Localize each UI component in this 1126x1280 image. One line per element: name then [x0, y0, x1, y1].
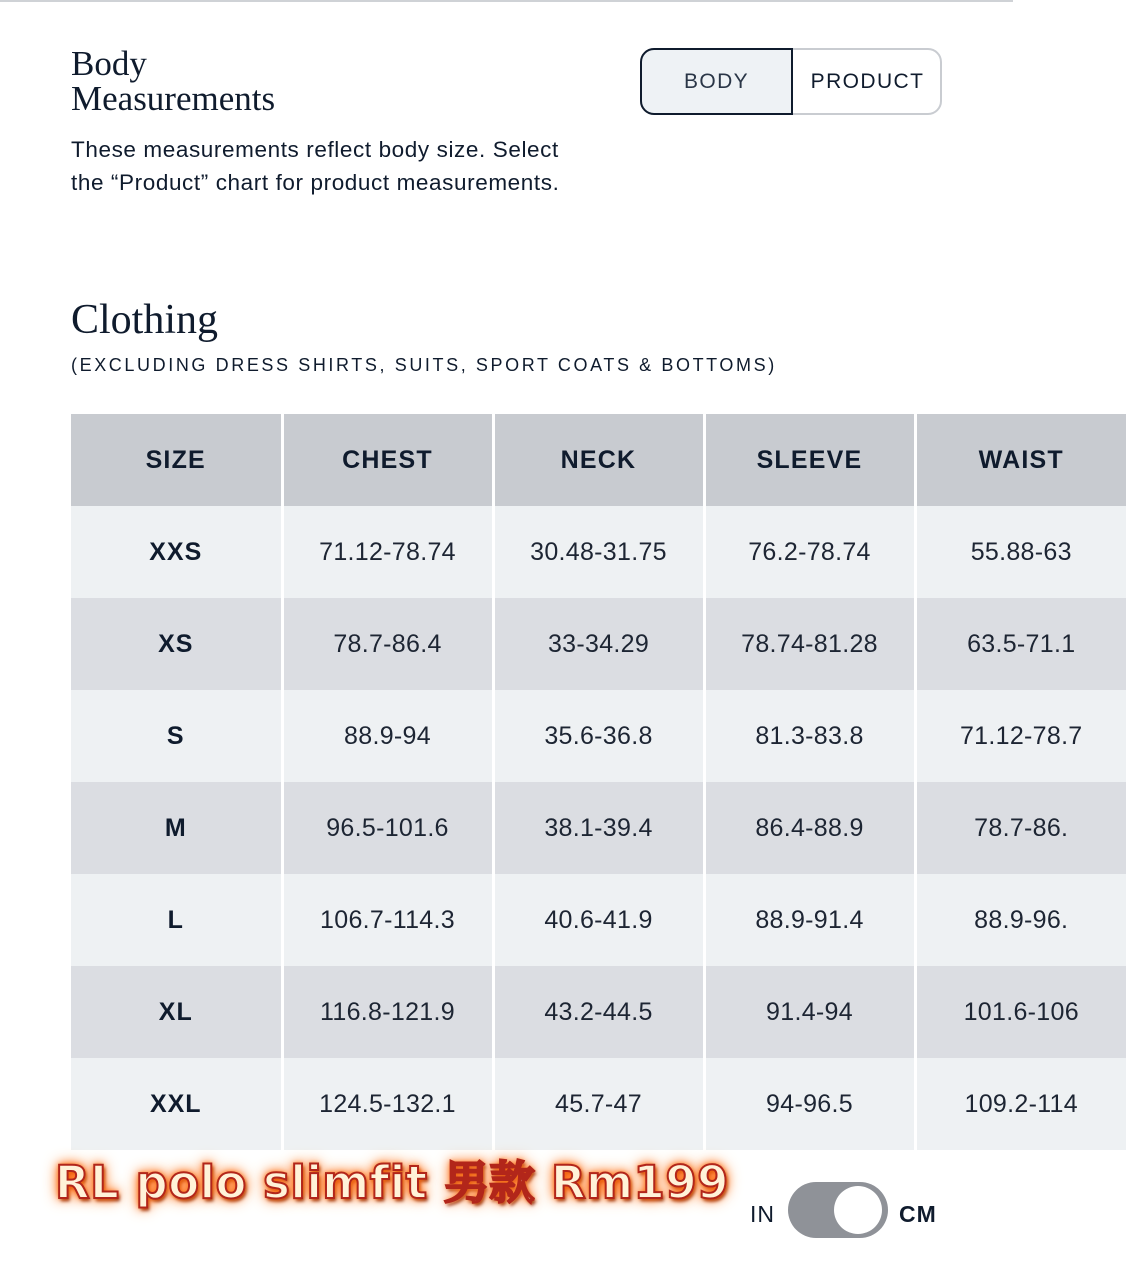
sleeve-cell: 86.4-88.9 [704, 782, 915, 874]
size-cell: XXL [71, 1058, 282, 1150]
chart-type-toggle [640, 48, 942, 115]
size-cell: XS [71, 598, 282, 690]
size-cell: M [71, 782, 282, 874]
chest-cell: 106.7-114.3 [282, 874, 493, 966]
promo-overlay-text: RL polo slimfit 男款 Rm199 [55, 1156, 729, 1209]
column-header-chest: CHEST [282, 414, 493, 506]
measurement-description: These measurements reflect body size. Select the “Product” chart for product measurements. [71, 137, 560, 195]
waist-cell: 63.5-71.1 [915, 598, 1126, 690]
chest-cell: 116.8-121.9 [282, 966, 493, 1058]
neck-cell: 43.2-44.5 [493, 966, 704, 1058]
clothing-heading: Clothing [71, 297, 219, 343]
waist-cell: 101.6-106 [915, 966, 1126, 1058]
chest-cell: 124.5-132.1 [282, 1058, 493, 1150]
page-title: Body Measurements [71, 44, 276, 118]
chest-cell: 78.7-86.4 [282, 598, 493, 690]
waist-cell: 88.9-96. [915, 874, 1126, 966]
table-row [71, 506, 1126, 598]
sleeve-cell: 94-96.5 [704, 1058, 915, 1150]
size-cell: S [71, 690, 282, 782]
sleeve-cell: 81.3-83.8 [704, 690, 915, 782]
size-table-scroll-container[interactable] [71, 414, 1083, 1149]
switch-knob [834, 1186, 882, 1234]
unit-label-cm[interactable]: CM [899, 1201, 937, 1227]
size-cell: L [71, 874, 282, 966]
waist-cell: 78.7-86. [915, 782, 1126, 874]
chest-cell: 71.12-78.74 [282, 506, 493, 598]
size-chart-table [71, 414, 1126, 1150]
waist-cell: 71.12-78.7 [915, 690, 1126, 782]
neck-cell: 33-34.29 [493, 598, 704, 690]
waist-cell: 109.2-114 [915, 1058, 1126, 1150]
sleeve-cell: 88.9-91.4 [704, 874, 915, 966]
sleeve-cell: 76.2-78.74 [704, 506, 915, 598]
neck-cell: 40.6-41.9 [493, 874, 704, 966]
neck-cell: 45.7-47 [493, 1058, 704, 1150]
unit-toggle-switch[interactable] [788, 1182, 888, 1238]
chest-cell: 96.5-101.6 [282, 782, 493, 874]
table-row [71, 1058, 1126, 1150]
column-header-size: SIZE [71, 414, 282, 506]
clothing-subtitle: (EXCLUDING DRESS SHIRTS, SUITS, SPORT COATS & BOTTOMS) [71, 355, 777, 375]
size-cell: XXS [71, 506, 282, 598]
waist-cell: 55.88-63 [915, 506, 1126, 598]
chest-cell: 88.9-94 [282, 690, 493, 782]
product-toggle-button[interactable]: PRODUCT [810, 69, 925, 93]
column-header-neck: NECK [493, 414, 704, 506]
table-row [71, 782, 1126, 874]
sleeve-cell: 91.4-94 [704, 966, 915, 1058]
top-divider [0, 0, 1013, 2]
unit-label-in[interactable]: IN [750, 1201, 775, 1227]
table-row [71, 690, 1126, 782]
table-row [71, 966, 1126, 1058]
neck-cell: 35.6-36.8 [493, 690, 704, 782]
column-header-sleeve: SLEEVE [704, 414, 915, 506]
neck-cell: 38.1-39.4 [493, 782, 704, 874]
table-header-row [71, 414, 1126, 506]
sleeve-cell: 78.74-81.28 [704, 598, 915, 690]
body-toggle-button[interactable]: BODY [640, 48, 793, 115]
table-row [71, 598, 1126, 690]
table-row [71, 874, 1126, 966]
column-header-waist: WAIST [915, 414, 1126, 506]
size-cell: XL [71, 966, 282, 1058]
neck-cell: 30.48-31.75 [493, 506, 704, 598]
